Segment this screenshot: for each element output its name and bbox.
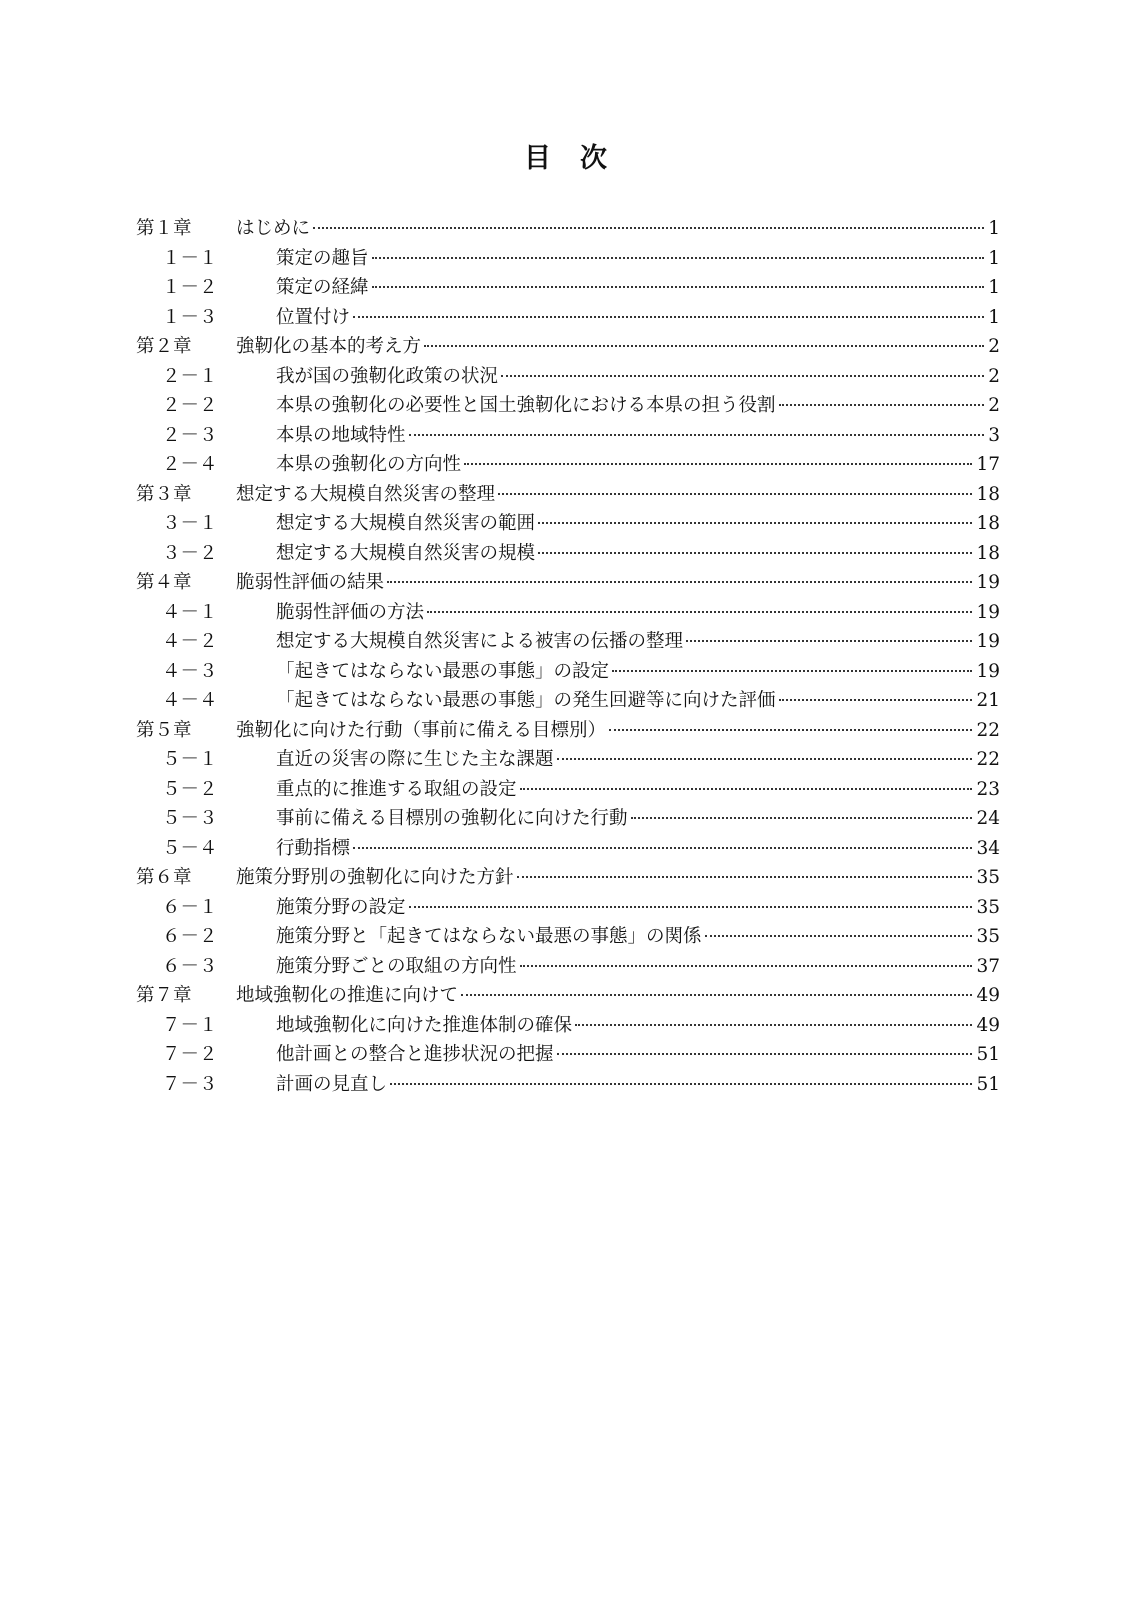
toc-entry-title-wrap xyxy=(256,686,976,716)
toc-section-row[interactable] xyxy=(136,775,1000,805)
toc-entry-number: ６－３ xyxy=(162,955,218,977)
toc-entry-title-wrap xyxy=(256,627,976,657)
toc-page-number[interactable]: 35 xyxy=(976,926,1000,947)
toc-entry-title-wrap xyxy=(256,362,988,392)
toc-entry-number: ４－１ xyxy=(162,601,218,623)
toc-section-row[interactable] xyxy=(136,1040,1000,1070)
toc-entry-number: ５－２ xyxy=(162,778,218,800)
toc-page-number[interactable]: 18 xyxy=(976,483,1000,505)
toc-entry-title-wrap xyxy=(256,1040,976,1070)
toc-section-row[interactable] xyxy=(136,244,1000,274)
toc-entry-title[interactable]: 我が国の強靭化政策の状況 xyxy=(276,365,499,387)
toc-entry-number: ５－４ xyxy=(162,837,218,859)
toc-entry-title-wrap xyxy=(256,952,976,982)
toc-section-row[interactable] xyxy=(136,922,1000,952)
toc-entry-number: ７－３ xyxy=(162,1073,218,1095)
toc-section-row[interactable] xyxy=(136,834,1000,864)
toc-entry-title-wrap xyxy=(256,509,976,539)
toc-dot-leader xyxy=(427,611,972,613)
toc-section-row[interactable] xyxy=(136,686,1000,716)
toc-entry-number: １－３ xyxy=(162,306,218,328)
toc-page-number[interactable]: 24 xyxy=(976,808,1000,829)
toc-page-number[interactable]: 18 xyxy=(976,513,1000,534)
toc-entry-number: ７－２ xyxy=(162,1044,218,1065)
toc-page-number[interactable]: 22 xyxy=(976,719,1000,741)
toc-entry-title-wrap xyxy=(256,775,976,805)
toc-entry-number: 第１章 xyxy=(136,218,192,239)
toc-dot-leader xyxy=(409,906,973,908)
toc-dot-leader xyxy=(779,699,973,701)
toc-dot-leader xyxy=(538,552,972,554)
toc-entry-title[interactable]: 脆弱性評価の結果 xyxy=(236,572,385,593)
toc-section-row[interactable] xyxy=(136,893,1000,923)
toc-section-row[interactable] xyxy=(136,391,1000,421)
toc-entry-title[interactable]: 想定する大規模自然災害による被害の伝播の整理 xyxy=(276,631,684,652)
toc-entry-number: 第４章 xyxy=(136,572,192,593)
toc-dot-leader xyxy=(409,434,985,436)
toc-section-row[interactable] xyxy=(136,509,1000,539)
toc-entry-number: 第２章 xyxy=(136,336,192,357)
toc-page-number[interactable]: 2 xyxy=(988,395,1000,416)
toc-entry-title[interactable]: 本県の地域特性 xyxy=(276,424,406,446)
toc-entry-number: ４－４ xyxy=(162,690,218,711)
toc-dot-leader xyxy=(390,1083,972,1085)
toc-page-number[interactable]: 51 xyxy=(976,1044,1000,1065)
toc-page-number[interactable]: 19 xyxy=(976,601,1000,623)
toc-entry-title-wrap xyxy=(256,450,976,480)
toc-section-row[interactable] xyxy=(136,421,1000,451)
toc-entry-title-wrap xyxy=(256,244,988,274)
toc-entry-title[interactable]: 重点的に推進する取組の設定 xyxy=(276,778,517,800)
toc-chapter-row[interactable] xyxy=(136,480,1000,510)
toc-page-number[interactable]: 49 xyxy=(976,985,1000,1006)
toc-dot-leader xyxy=(779,404,985,406)
toc-chapter-row[interactable] xyxy=(136,863,1000,893)
toc-entry-title[interactable]: 直近の災害の際に生じた主な課題 xyxy=(276,749,554,770)
toc-entry-title[interactable]: 施策分野と「起きてはならない最悪の事態」の関係 xyxy=(276,926,702,947)
toc-section-row[interactable] xyxy=(136,450,1000,480)
toc-dot-leader xyxy=(464,463,972,465)
toc-section-row[interactable] xyxy=(136,273,1000,303)
toc-page-number[interactable]: 35 xyxy=(976,867,1000,888)
toc-section-row[interactable] xyxy=(136,745,1000,775)
toc-section-row[interactable] xyxy=(136,303,1000,333)
toc-entry-number: １－２ xyxy=(162,277,218,298)
toc-page-number[interactable]: 18 xyxy=(976,542,1000,564)
toc-entry-title-wrap xyxy=(236,568,976,598)
toc-dot-leader xyxy=(520,965,973,967)
toc-page-number[interactable]: 51 xyxy=(976,1073,1000,1095)
toc-dot-leader xyxy=(631,817,973,819)
toc-entry-title[interactable]: 「起きてはならない最悪の事態」の設定 xyxy=(276,660,610,682)
toc-section-row[interactable] xyxy=(136,804,1000,834)
toc-dot-leader xyxy=(387,581,972,583)
toc-entry-title-wrap xyxy=(256,539,976,569)
toc-entry-title[interactable]: 施策分野別の強靭化に向けた方針 xyxy=(236,867,514,888)
table-of-contents xyxy=(136,214,1000,1099)
toc-entry-number: 第７章 xyxy=(136,985,192,1006)
toc-entry-number: ５－１ xyxy=(162,749,218,770)
toc-entry-title-wrap xyxy=(256,1070,976,1100)
toc-page-number[interactable]: 3 xyxy=(988,424,1000,446)
toc-section-row[interactable] xyxy=(136,657,1000,687)
toc-page-number[interactable]: 23 xyxy=(976,778,1000,800)
toc-entry-title-wrap xyxy=(256,421,988,451)
toc-chapter-row[interactable] xyxy=(136,716,1000,746)
toc-entry-title-wrap xyxy=(236,981,976,1011)
toc-section-row[interactable] xyxy=(136,952,1000,982)
toc-entry-title-wrap xyxy=(256,303,988,333)
toc-chapter-row[interactable] xyxy=(136,568,1000,598)
toc-dot-leader xyxy=(498,493,972,495)
toc-page-number[interactable]: 17 xyxy=(976,454,1000,475)
toc-section-row[interactable] xyxy=(136,1070,1000,1100)
toc-entry-title-wrap xyxy=(236,863,976,893)
toc-entry-number: 第６章 xyxy=(136,867,192,888)
toc-entry-title-wrap xyxy=(256,657,976,687)
toc-page-number[interactable]: 1 xyxy=(988,277,1000,298)
toc-section-row[interactable] xyxy=(136,627,1000,657)
toc-entry-number: ５－３ xyxy=(162,808,218,829)
toc-entry-title[interactable]: 施策分野の設定 xyxy=(276,896,406,918)
toc-page-number[interactable]: 49 xyxy=(976,1014,1000,1036)
page-title: 目 次 xyxy=(524,143,608,174)
toc-entry-title-wrap xyxy=(256,922,976,952)
toc-dot-leader xyxy=(517,876,973,878)
toc-page-number[interactable]: 19 xyxy=(976,631,1000,652)
toc-entry-title-wrap xyxy=(236,214,988,244)
toc-entry-title[interactable]: 本県の強靭化の必要性と国土強靭化における本県の担う役割 xyxy=(276,395,776,416)
toc-entry-number: ３－２ xyxy=(162,542,218,564)
toc-dot-leader xyxy=(557,1053,973,1055)
toc-dot-leader xyxy=(424,345,984,347)
toc-entry-title-wrap xyxy=(256,1011,976,1041)
toc-page-number[interactable]: 2 xyxy=(988,336,1000,357)
toc-dot-leader xyxy=(557,758,973,760)
toc-section-row[interactable] xyxy=(136,1011,1000,1041)
toc-page-number[interactable]: 1 xyxy=(988,218,1000,239)
toc-page-number[interactable]: 19 xyxy=(976,660,1000,682)
toc-entry-title[interactable]: 想定する大規模自然災害の規模 xyxy=(276,542,536,564)
toc-entry-number: ４－２ xyxy=(162,631,218,652)
toc-entry-title-wrap xyxy=(256,834,976,864)
toc-entry-title[interactable]: 地域強靭化に向けた推進体制の確保 xyxy=(276,1014,573,1036)
toc-entry-title[interactable]: 想定する大規模自然災害の範囲 xyxy=(276,513,536,534)
toc-entry-number: 第３章 xyxy=(136,483,192,505)
toc-dot-leader xyxy=(686,640,972,642)
toc-dot-leader xyxy=(612,670,972,672)
toc-entry-number: １－１ xyxy=(162,247,218,269)
toc-entry-number: ２－４ xyxy=(162,454,218,475)
toc-entry-title[interactable]: 地域強靭化の推進に向けて xyxy=(236,985,459,1006)
toc-entry-title[interactable]: 策定の趣旨 xyxy=(276,247,369,269)
toc-dot-leader xyxy=(575,1024,972,1026)
toc-section-row[interactable] xyxy=(136,362,1000,392)
toc-entry-title[interactable]: 「起きてはならない最悪の事態」の発生回避等に向けた評価 xyxy=(276,690,776,711)
toc-dot-leader xyxy=(372,286,985,288)
toc-dot-leader xyxy=(538,522,972,524)
toc-dot-leader xyxy=(372,257,985,259)
toc-dot-leader xyxy=(353,316,984,318)
toc-entry-title[interactable]: 施策分野ごとの取組の方向性 xyxy=(276,955,517,977)
toc-entry-title-wrap xyxy=(236,716,976,746)
toc-entry-number: ２－３ xyxy=(162,424,218,446)
toc-entry-title[interactable]: 策定の経緯 xyxy=(276,277,369,298)
toc-entry-title[interactable]: 強靭化の基本的考え方 xyxy=(236,336,422,357)
toc-entry-title-wrap xyxy=(256,804,976,834)
toc-dot-leader xyxy=(353,847,972,849)
toc-entry-title[interactable]: はじめに xyxy=(236,218,311,239)
toc-chapter-row[interactable] xyxy=(136,981,1000,1011)
toc-page-number[interactable]: 1 xyxy=(988,247,1000,269)
toc-entry-title-wrap xyxy=(236,480,976,510)
toc-entry-title[interactable]: 計画の見直し xyxy=(276,1073,388,1095)
toc-entry-title[interactable]: 強靭化に向けた行動（事前に備える目標別） xyxy=(236,719,607,741)
toc-entry-title[interactable]: 本県の強靭化の方向性 xyxy=(276,454,462,475)
toc-entry-number: 第５章 xyxy=(136,719,192,741)
toc-entry-title[interactable]: 想定する大規模自然災害の整理 xyxy=(236,483,496,505)
toc-entry-title-wrap xyxy=(256,598,976,628)
toc-page-number[interactable]: 2 xyxy=(988,365,1000,387)
toc-dot-leader xyxy=(705,935,973,937)
toc-page-number[interactable]: 34 xyxy=(976,837,1000,859)
toc-entry-title-wrap xyxy=(256,273,988,303)
toc-entry-title[interactable]: 脆弱性評価の方法 xyxy=(276,601,425,623)
toc-entry-number: ７－１ xyxy=(162,1014,218,1036)
toc-entry-number: ４－３ xyxy=(162,660,218,682)
toc-dot-leader xyxy=(313,227,984,229)
toc-page-number[interactable]: 19 xyxy=(976,572,1000,593)
toc-entry-title-wrap xyxy=(236,332,988,362)
toc-entry-number: ２－２ xyxy=(162,395,218,416)
toc-chapter-row[interactable] xyxy=(136,214,1000,244)
toc-section-row[interactable] xyxy=(136,539,1000,569)
toc-dot-leader xyxy=(501,375,984,377)
toc-dot-leader xyxy=(520,788,973,790)
toc-entry-title-wrap xyxy=(256,391,988,421)
toc-entry-title[interactable]: 位置付け xyxy=(276,306,351,328)
toc-entry-title-wrap xyxy=(256,893,976,923)
toc-entry-title[interactable]: 行動指標 xyxy=(276,837,351,859)
toc-entry-title[interactable]: 事前に備える目標別の強靭化に向けた行動 xyxy=(276,808,628,829)
toc-dot-leader xyxy=(461,994,972,996)
toc-entry-number: ３－１ xyxy=(162,513,218,534)
toc-entry-title[interactable]: 他計画との整合と進捗状況の把握 xyxy=(276,1044,554,1065)
toc-page-number[interactable]: 22 xyxy=(976,749,1000,770)
toc-page-number[interactable]: 37 xyxy=(976,955,1000,977)
toc-page-number[interactable]: 35 xyxy=(976,896,1000,918)
toc-entry-title-wrap xyxy=(256,745,976,775)
toc-entry-number: ２－１ xyxy=(162,365,218,387)
toc-dot-leader xyxy=(609,729,972,731)
toc-entry-number: ６－２ xyxy=(162,926,218,947)
toc-section-row[interactable] xyxy=(136,598,1000,628)
toc-entry-number: ６－１ xyxy=(162,896,218,918)
toc-page-number[interactable]: 21 xyxy=(976,690,1000,711)
toc-page-number[interactable]: 1 xyxy=(988,306,1000,328)
toc-chapter-row[interactable] xyxy=(136,332,1000,362)
